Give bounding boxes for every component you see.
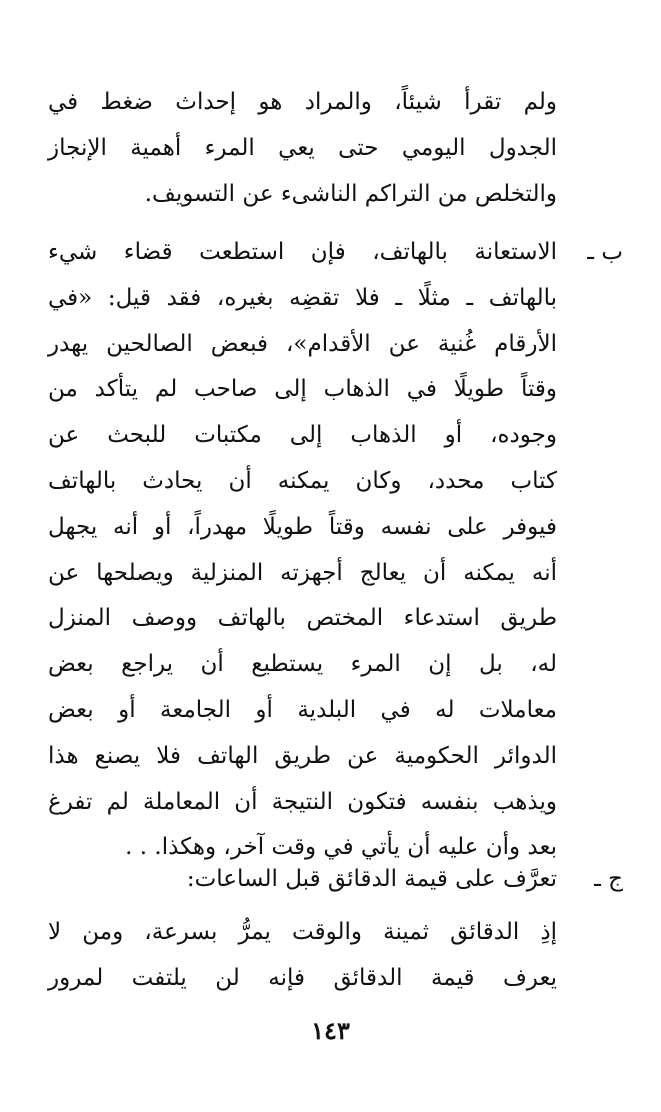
text-line: بعد وأن عليه أن يأتي في وقت آخر، وهكذا. . . [125, 834, 557, 861]
section-b-paragraph [48, 230, 557, 871]
text-line: إذِ الدقائق ثمينة والوقت يمرُّ بسرعة، ومن لا [48, 919, 557, 945]
section-j-paragraph [48, 910, 557, 1002]
text-line: الاستعانة بالهاتف، فإن استطعت قضاء شيء [48, 239, 557, 265]
text-line: وجوده، أو الذهاب إلى مكتبات للبحث عن [48, 422, 557, 449]
text-line: الأرقام غُنية عن الأقدام»، فبعض الصالحين يهدر [48, 330, 557, 357]
section-j-heading [48, 857, 557, 903]
text-line: الجدول اليومي حتى يعي المرء أهمية الإنجاز [48, 134, 557, 161]
intro-paragraph [48, 80, 557, 217]
text-line: له، بل إن المرء يستطيع أن يراجع بعض [48, 651, 557, 678]
text-line: وقتاً طويلًا في الذهاب إلى صاحب لم يتأكد من [48, 376, 557, 403]
text-line: بالهاتف ـ مثلًا ـ فلا تقضِه بغيره، فقد قيل: «في [48, 284, 557, 311]
text-line: يعرف قيمة الدقائق فإنه لن يلتفت لمرور [48, 964, 557, 991]
text-line: كتاب محدد، وكان يمكنه أن يحادث بالهاتف [48, 467, 557, 494]
section-heading: تعرَّف على قيمة الدقائق قبل الساعات: [186, 866, 557, 892]
text-line: الدوائر الحكومية عن طريق الهاتف فلا يصنع هذا [48, 742, 557, 769]
text-line: أنه يمكنه أن يعالج أجهزته المنزلية ويصلحها عن [48, 559, 557, 586]
section-j-marker: ج ـ [594, 866, 623, 892]
text-line: ويذهب بنفسه فتكون النتيجة أن المعاملة لم تفرغ [48, 788, 557, 815]
text-line: والتخلص من التراكم الناشىء عن التسويف. [144, 180, 557, 207]
text-line: ولم تقرأ شيئاً، والمراد هو إحداث ضغط في [48, 89, 557, 115]
text-line: فيوفر على نفسه وقتاً طويلًا مهدراً، أو أنه يجهل [48, 513, 557, 540]
text-line: معاملات له في البلدية أو الجامعة أو بعض [48, 696, 557, 723]
section-b-marker: ب ـ [587, 239, 623, 265]
text-line: طريق استدعاء المختص بالهاتف ووصف المنزل [48, 605, 557, 632]
page-number: ١٤٣ [311, 1016, 350, 1045]
